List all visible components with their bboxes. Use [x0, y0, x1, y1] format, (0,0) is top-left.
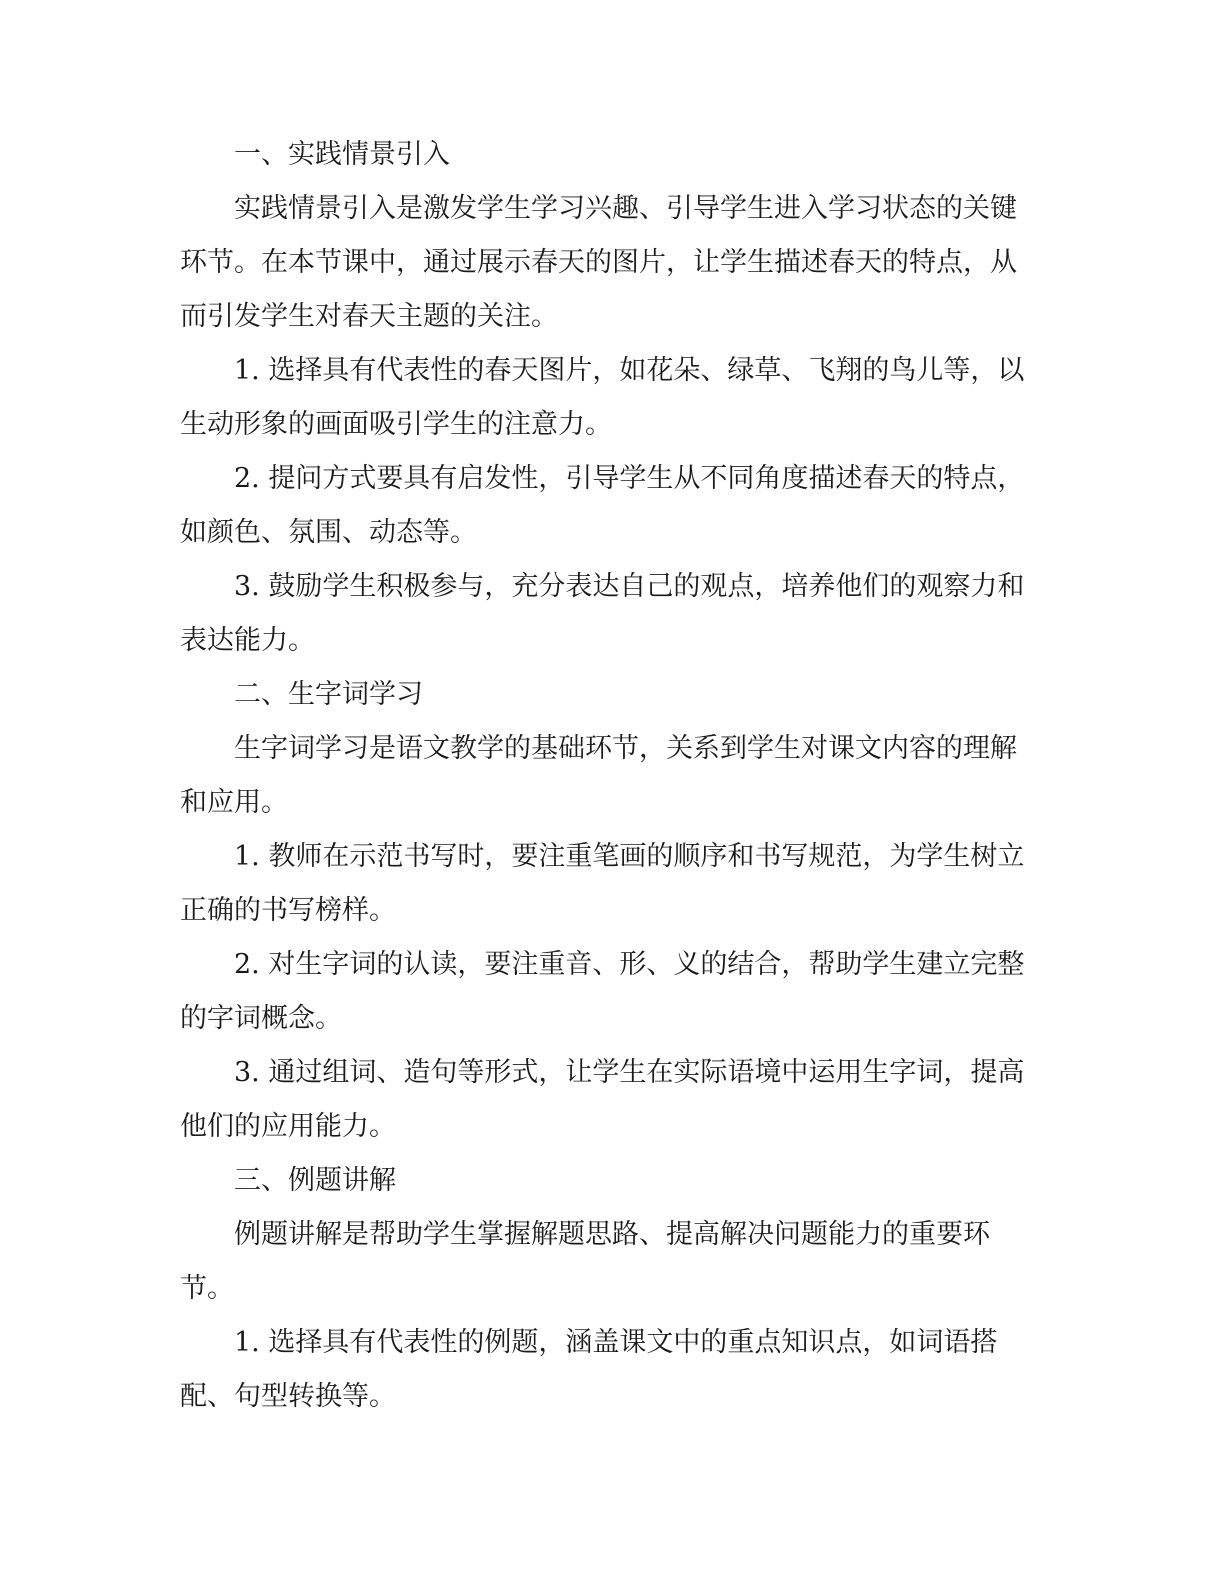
section-heading-2: 二、生字词学习: [234, 679, 423, 710]
list-item: 2. 对生字词的认读，要注重音、形、义的结合，帮助学生建立完整的字词概念。: [180, 949, 1025, 1034]
body-paragraph: 生字词学习是语文教学的基础环节，关系到学生对课文内容的理解和应用。: [180, 733, 1017, 818]
section-heading-3: 三、例题讲解: [234, 1165, 396, 1196]
list-item: 1. 教师在示范书写时，要注重笔画的顺序和书写规范，为学生树立正确的书写榜样。: [180, 841, 1025, 926]
section-heading-1: 一、实践情景引入: [234, 139, 450, 170]
body-paragraph: 实践情景引入是激发学生学习兴趣、引导学生进入学习状态的关键环节。在本节课中，通过展示春天的图片，让学生描述春天的特点，从而引发学生对春天主题的关注。: [180, 193, 1017, 332]
list-item: 3. 鼓励学生积极参与，充分表达自己的观点，培养他们的观察力和表达能力。: [180, 571, 1025, 656]
list-item: 3. 通过组词、造句等形式，让学生在实际语境中运用生字词，提高他们的应用能力。: [180, 1057, 1025, 1142]
document-body: [180, 128, 1030, 1424]
list-item: 1. 选择具有代表性的例题，涵盖课文中的重点知识点，如词语搭配、句型转换等。: [180, 1327, 998, 1412]
body-paragraph: 例题讲解是帮助学生掌握解题思路、提高解决问题能力的重要环节。: [180, 1219, 990, 1304]
list-item: 2. 提问方式要具有启发性，引导学生从不同角度描述春天的特点，如颜色、氛围、动态等。: [180, 463, 1025, 548]
list-item: 1. 选择具有代表性的春天图片，如花朵、绿草、飞翔的鸟儿等，以生动形象的画面吸引学生的注意力。: [180, 355, 1025, 440]
